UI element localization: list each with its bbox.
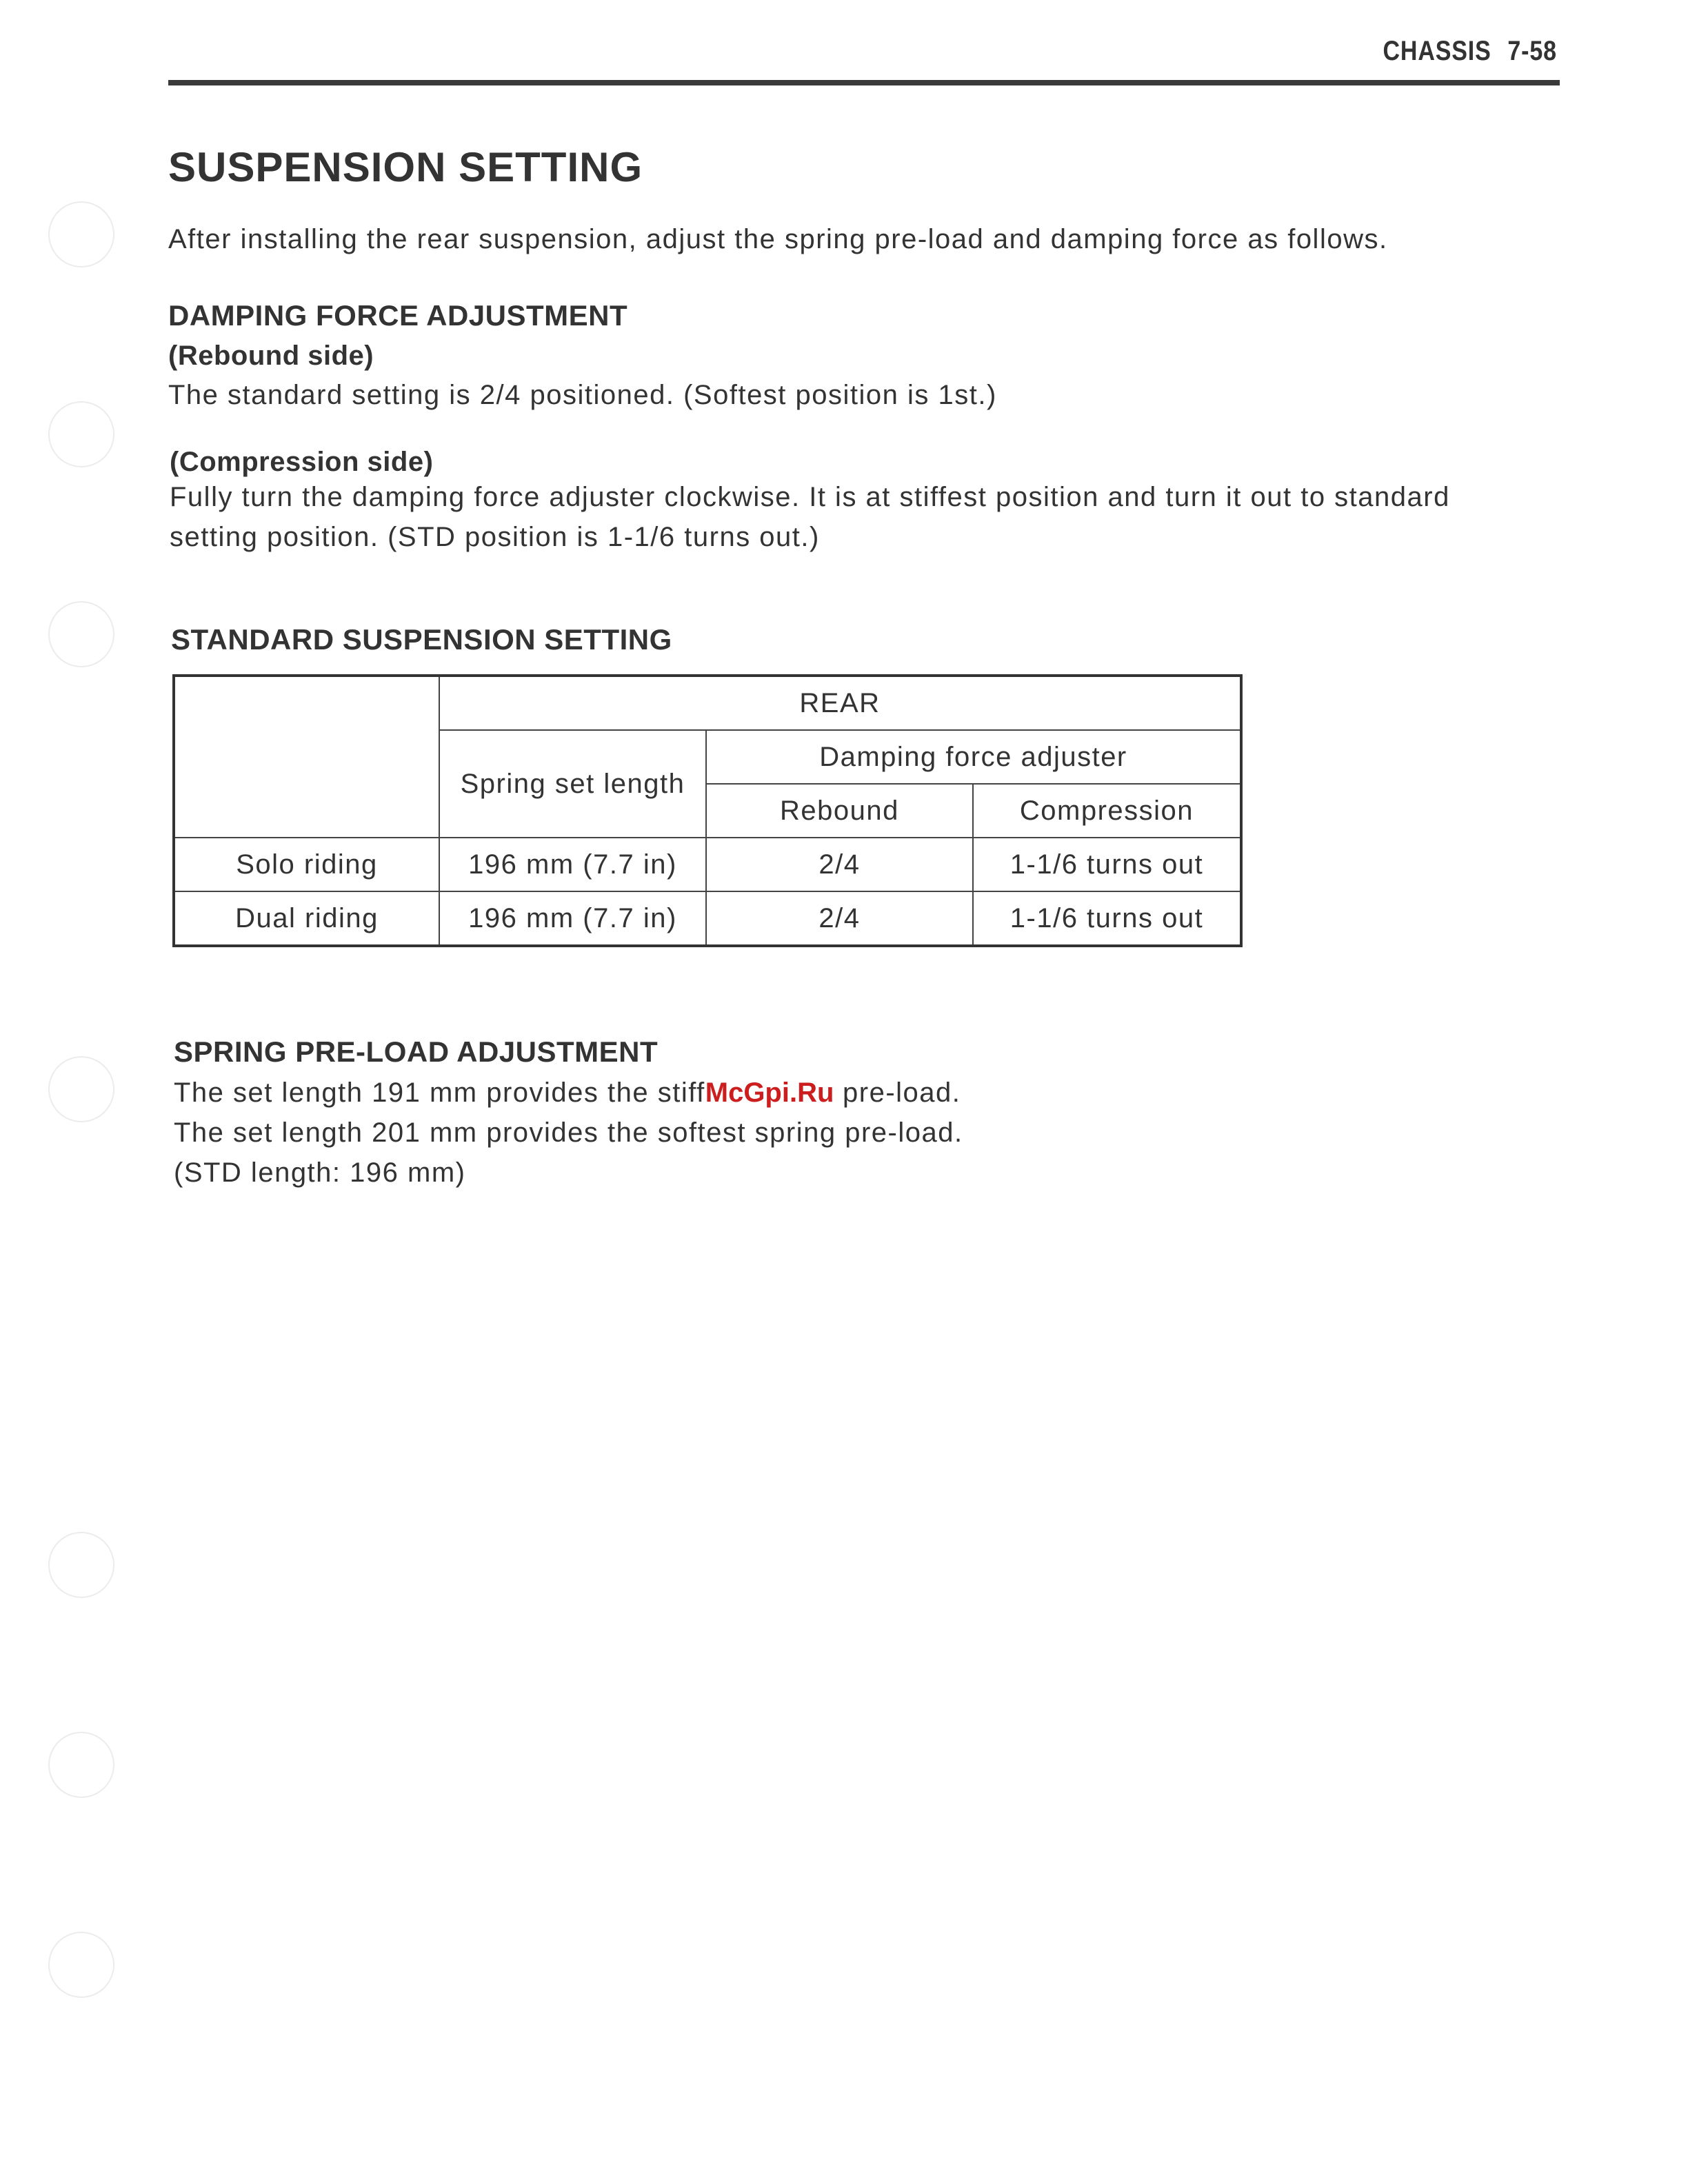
row-label: Dual riding	[174, 891, 439, 946]
chapter-label: CHASSIS	[1383, 36, 1491, 66]
table-row	[174, 676, 1241, 730]
compression-line-2: setting position. (STD position is 1-1/6 turns out.)	[170, 522, 820, 552]
spring-set-length-header: Spring set length	[439, 730, 706, 838]
preload-heading: SPRING PRE-LOAD ADJUSTMENT	[174, 1035, 659, 1068]
watermark-text: McGpi.Ru	[705, 1078, 834, 1108]
table-corner-cell	[174, 676, 439, 838]
binder-hole	[48, 1732, 114, 1798]
rebound-heading: (Rebound side)	[168, 341, 374, 371]
spring-value: 196 mm (7.7 in)	[439, 838, 706, 891]
table-row	[174, 891, 1241, 946]
preload-line-3: (STD length: 196 mm)	[174, 1157, 466, 1188]
page-title: SUSPENSION SETTING	[168, 144, 643, 190]
damping-force-adjuster-header: Damping force adjuster	[706, 730, 1241, 784]
page-number: 7-58	[1507, 36, 1557, 66]
rebound-header: Rebound	[706, 784, 973, 838]
binder-hole	[48, 401, 114, 467]
binder-hole	[48, 201, 114, 267]
rebound-text: The standard setting is 2/4 positioned. (Softest position is 1st.)	[168, 380, 997, 410]
suspension-setting-table	[172, 674, 1243, 947]
rebound-value: 2/4	[706, 838, 973, 891]
running-header	[1383, 36, 1557, 67]
table-row	[174, 838, 1241, 891]
preload-line-1	[174, 1073, 961, 1113]
compression-value: 1-1/6 turns out	[973, 838, 1241, 891]
binder-hole	[48, 1532, 114, 1598]
binder-hole	[48, 601, 114, 667]
preload-line-1-start: The set length 191 mm provides the stiff	[174, 1078, 705, 1108]
header-rule	[168, 80, 1560, 85]
compression-value: 1-1/6 turns out	[973, 891, 1241, 946]
binder-hole	[48, 1932, 114, 1998]
compression-line-1: Fully turn the damping force adjuster clockwise. It is at stiffest position and turn it out to standard	[170, 482, 1450, 512]
damping-heading: DAMPING FORCE ADJUSTMENT	[168, 299, 628, 332]
rebound-value: 2/4	[706, 891, 973, 946]
standard-setting-heading: STANDARD SUSPENSION SETTING	[171, 623, 672, 656]
spring-value: 196 mm (7.7 in)	[439, 891, 706, 946]
row-label: Solo riding	[174, 838, 439, 891]
preload-line-2: The set length 201 mm provides the softest spring pre-load.	[174, 1118, 963, 1148]
rear-header: REAR	[439, 676, 1241, 730]
preload-line-1-end: pre-load.	[834, 1078, 961, 1108]
binder-hole	[48, 1056, 114, 1122]
compression-heading: (Compression side)	[170, 447, 434, 477]
compression-header: Compression	[973, 784, 1241, 838]
intro-text: After installing the rear suspension, adjust the spring pre-load and damping force as follows.	[168, 224, 1388, 254]
